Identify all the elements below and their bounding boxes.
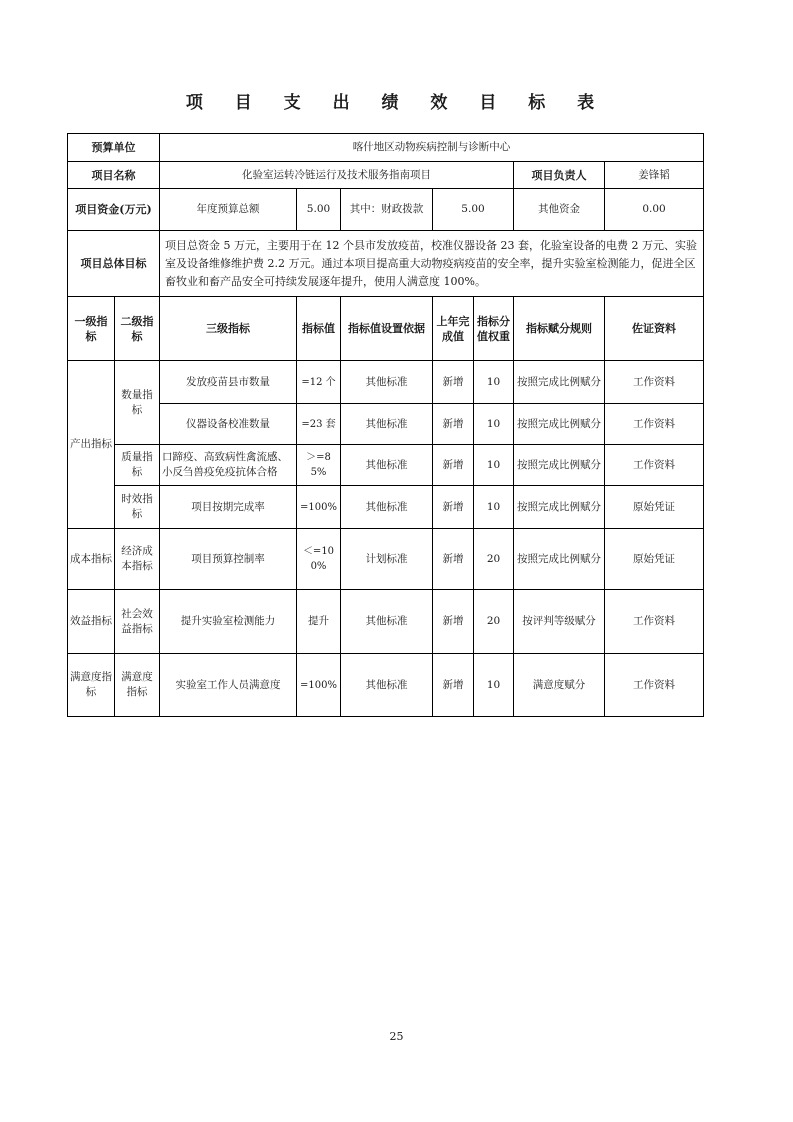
indicator-rule: 满意度赋分 (514, 654, 605, 717)
other-funds-label: 其他资金 (514, 189, 605, 231)
indicator-last-year: 新增 (433, 529, 474, 590)
indicator-rule: 按照完成比例赋分 (514, 404, 605, 445)
header-level1: 一级指标 (68, 297, 115, 361)
indicator-weight: 10 (474, 654, 514, 717)
table-row (68, 361, 704, 404)
indicator-value: ＞=85% (297, 445, 341, 486)
indicator-last-year: 新增 (433, 445, 474, 486)
group-benefit: 效益指标 (68, 590, 115, 654)
indicator-basis: 其他标准 (341, 486, 433, 529)
indicator-rule: 按照完成比例赋分 (514, 529, 605, 590)
indicator-rule: 按照完成比例赋分 (514, 445, 605, 486)
indicator-basis: 其他标准 (341, 654, 433, 717)
header-rule: 指标赋分规则 (514, 297, 605, 361)
subgroup-quality: 质量指标 (115, 445, 160, 486)
other-funds-value: 0.00 (605, 189, 704, 231)
indicator-name: 项目预算控制率 (160, 529, 297, 590)
indicator-weight: 20 (474, 590, 514, 654)
funds-label: 项目资金(万元) (68, 189, 160, 231)
header-weight: 指标分值权重 (474, 297, 514, 361)
indicator-last-year: 新增 (433, 404, 474, 445)
table-row (68, 529, 704, 590)
indicator-weight: 10 (474, 486, 514, 529)
table-row (68, 590, 704, 654)
indicator-evidence: 工作资料 (605, 404, 704, 445)
indicator-header-row (68, 297, 704, 361)
indicator-weight: 10 (474, 404, 514, 445)
header-evidence: 佐证资料 (605, 297, 704, 361)
project-name-label: 项目名称 (68, 162, 160, 189)
indicator-evidence: 工作资料 (605, 654, 704, 717)
subgroup-economic: 经济成本指标 (115, 529, 160, 590)
annual-budget-label: 年度预算总额 (160, 189, 297, 231)
table-row (68, 486, 704, 529)
indicator-weight: 10 (474, 445, 514, 486)
budget-unit-label: 预算单位 (68, 134, 160, 162)
page-title: 项 目 支 出 绩 效 目 标 表 (185, 93, 608, 113)
table-row (68, 445, 704, 486)
indicator-value: ＜=100% (297, 529, 341, 590)
header-level3: 三级指标 (160, 297, 297, 361)
header-value: 指标值 (297, 297, 341, 361)
overall-goal-label: 项目总体目标 (68, 231, 160, 297)
indicator-rule: 按评判等级赋分 (514, 590, 605, 654)
page-number: 25 (389, 1030, 404, 1043)
indicator-last-year: 新增 (433, 590, 474, 654)
indicator-rule: 按照完成比例赋分 (514, 361, 605, 404)
indicator-name: 项目按期完成率 (160, 486, 297, 529)
header-level2: 二级指标 (115, 297, 160, 361)
budget-unit-value: 喀什地区动物疾病控制与诊断中心 (160, 134, 704, 162)
overall-goal-row (68, 231, 704, 297)
indicator-value: =12 个 (297, 361, 341, 404)
indicator-basis: 其他标准 (341, 404, 433, 445)
indicator-name: 提升实验室检测能力 (160, 590, 297, 654)
indicator-value: =100% (297, 654, 341, 717)
indicator-evidence: 工作资料 (605, 590, 704, 654)
indicator-value: 提升 (297, 590, 341, 654)
subgroup-social: 社会效益指标 (115, 590, 160, 654)
performance-table (67, 133, 704, 717)
indicator-evidence: 工作资料 (605, 445, 704, 486)
budget-unit-row (68, 134, 704, 162)
project-name-value: 化验室运转冷链运行及技术服务指南项目 (160, 162, 514, 189)
indicator-weight: 10 (474, 361, 514, 404)
table-row (68, 654, 704, 717)
group-satisfaction: 满意度指标 (68, 654, 115, 717)
header-basis: 指标值设置依据 (341, 297, 433, 361)
indicator-name: 口蹄疫、高致病性禽流感、小反刍兽疫免疫抗体合格 (160, 445, 297, 486)
indicator-last-year: 新增 (433, 486, 474, 529)
group-output: 产出指标 (68, 361, 115, 529)
indicator-name: 实验室工作人员满意度 (160, 654, 297, 717)
indicator-weight: 20 (474, 529, 514, 590)
indicator-rule: 按照完成比例赋分 (514, 486, 605, 529)
fiscal-value: 5.00 (433, 189, 514, 231)
project-leader-label: 项目负责人 (514, 162, 605, 189)
annual-budget-value: 5.00 (297, 189, 341, 231)
indicator-value: =23 套 (297, 404, 341, 445)
funds-row (68, 189, 704, 231)
subgroup-satisfaction: 满意度指标 (115, 654, 160, 717)
indicator-value: =100% (297, 486, 341, 529)
group-cost: 成本指标 (68, 529, 115, 590)
table-row (68, 404, 704, 445)
indicator-basis: 其他标准 (341, 361, 433, 404)
indicator-basis: 其他标准 (341, 445, 433, 486)
indicator-basis: 计划标准 (341, 529, 433, 590)
indicator-name: 仪器设备校准数量 (160, 404, 297, 445)
indicator-evidence: 工作资料 (605, 361, 704, 404)
indicator-name: 发放疫苗县市数量 (160, 361, 297, 404)
indicator-evidence: 原始凭证 (605, 529, 704, 590)
indicator-last-year: 新增 (433, 654, 474, 717)
subgroup-timeliness: 时效指标 (115, 486, 160, 529)
fiscal-label: 其中：财政拨款 (341, 189, 433, 231)
header-last-year: 上年完成值 (433, 297, 474, 361)
indicator-evidence: 原始凭证 (605, 486, 704, 529)
overall-goal-text: 项目总资金 5 万元，主要用于在 12 个县市发放疫苗，校准仪器设备 23 套，化验室设备的电费 2 万元、实验室及设备维修维护费 2.2 万元。通过本项目提高重大动物疫病疫苗的安全率，提升实验室检测能力，促进全区畜牧业和畜产品安全可持续发展逐年提升，使用人满意度 100%。 (160, 231, 704, 297)
project-name-row (68, 162, 704, 189)
indicator-basis: 其他标准 (341, 590, 433, 654)
subgroup-quantity: 数量指标 (115, 361, 160, 445)
project-leader-value: 姜锋韬 (605, 162, 704, 189)
indicator-last-year: 新增 (433, 361, 474, 404)
